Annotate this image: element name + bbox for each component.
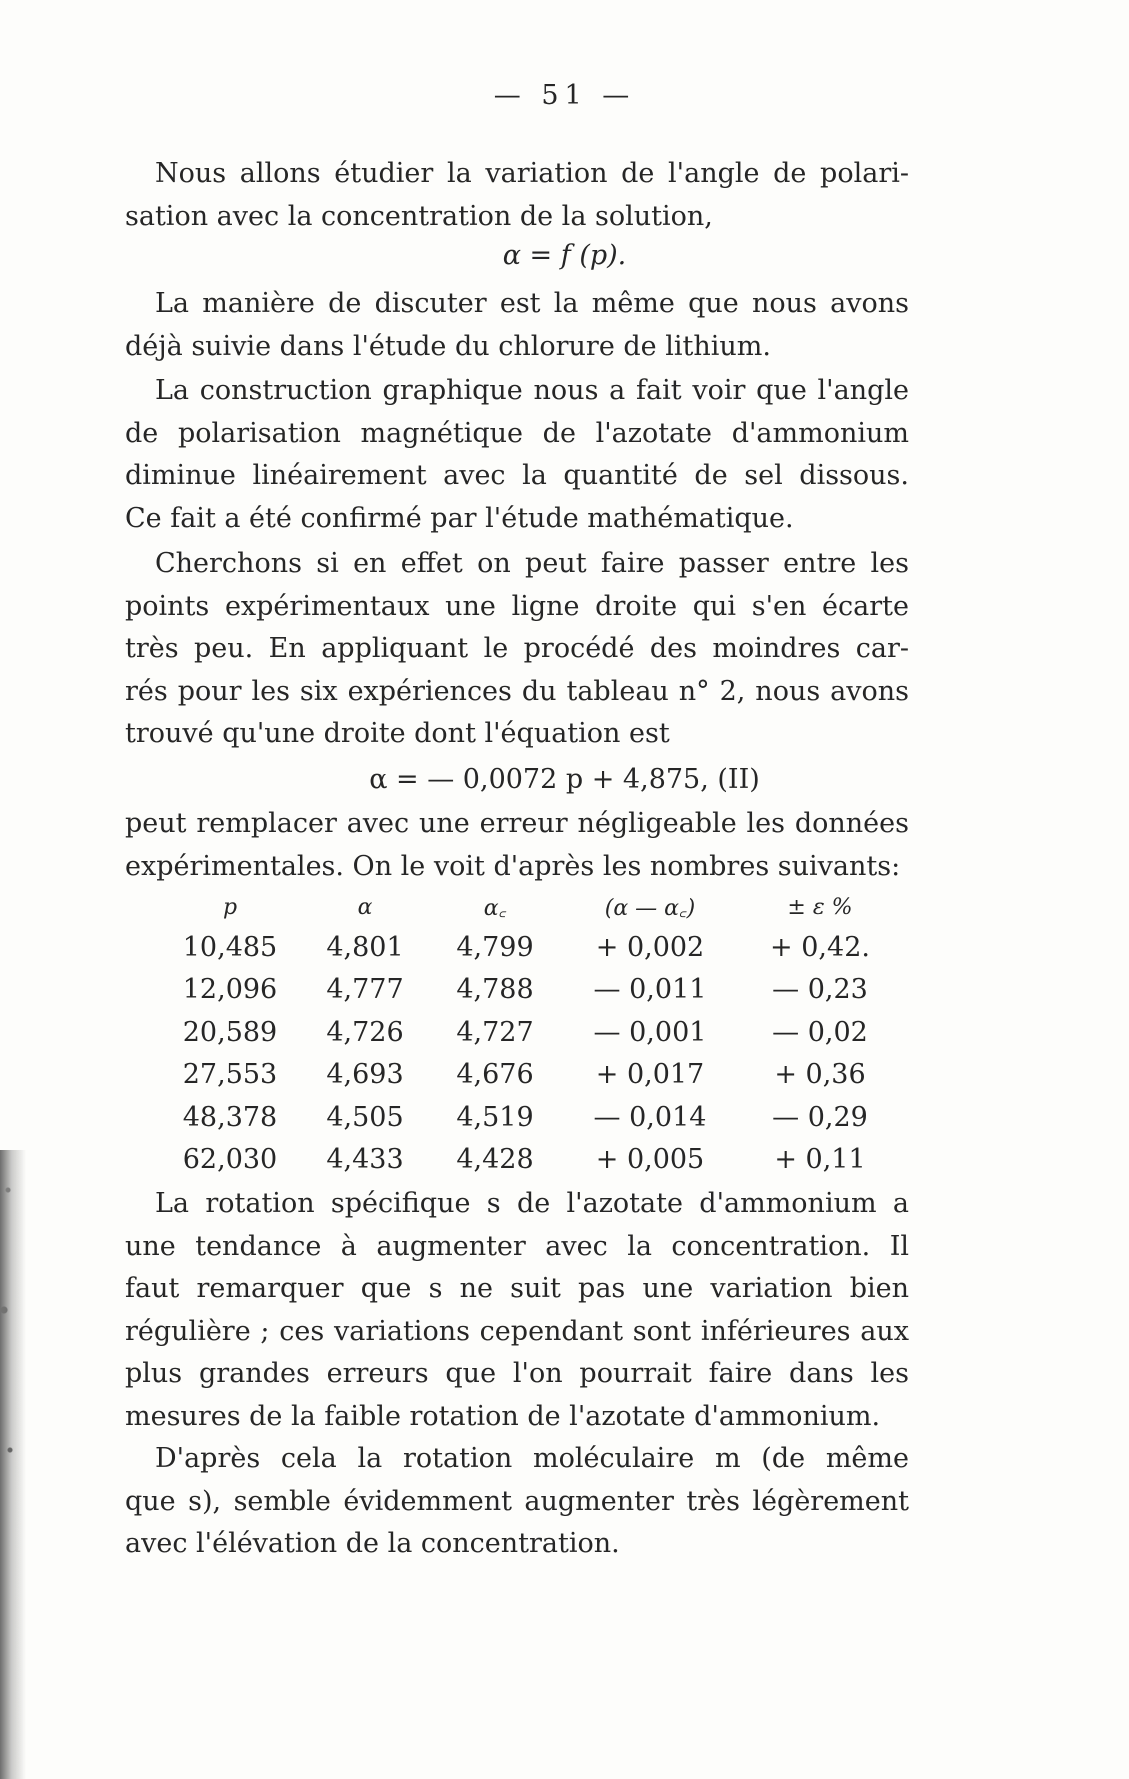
- text-line: que s), semble évidemment augmenter très légèrement: [125, 1485, 909, 1517]
- text-line: Cherchons si en effet on peut faire passer entre les: [155, 548, 909, 579]
- table-row: [160, 969, 900, 1012]
- table-row: [160, 1011, 900, 1054]
- table-row: [160, 1139, 900, 1182]
- text-line: très peu. En appliquant le procédé des moindres car-: [125, 633, 909, 664]
- text-line: La rotation spécifique s de l'azotate d'ammonium a: [155, 1188, 909, 1219]
- text-line: La construction graphique nous a fait voir que l'angle: [155, 375, 909, 406]
- page-number: — 51 —: [493, 80, 636, 111]
- text-line: peut remplacer avec une erreur négligeable les données: [125, 808, 909, 839]
- cell-error: — 0,02: [772, 1016, 868, 1048]
- text-line: diminue linéairement avec la quantité de sel dissous.: [125, 460, 909, 491]
- paragraph-method: [125, 283, 909, 368]
- text-line: mesures de la faible rotation de l'azotate d'ammonium.: [125, 1400, 881, 1432]
- text-line: expérimentales. On le voit d'après les nombres suivants:: [125, 850, 901, 882]
- text-line: points expérimentaux une ligne droite qui s'en écarte: [125, 590, 909, 622]
- paragraph-specific-rotation: [125, 1183, 909, 1438]
- header-error-percent: ± ε %: [787, 894, 853, 920]
- cell-alpha: 4,505: [326, 1101, 404, 1133]
- text-line: plus grandes erreurs que l'on pourrait faire dans les: [125, 1358, 909, 1389]
- cell-error: — 0,23: [772, 974, 868, 1006]
- equation-ii: α = — 0,0072 p + 4,875, (II): [369, 764, 760, 795]
- equation-alpha-f-p: α = f (p).: [502, 240, 627, 271]
- paragraph-replace: [125, 803, 909, 888]
- cell-p: 62,030: [182, 1144, 278, 1176]
- cell-p: 20,589: [182, 1016, 278, 1048]
- text-line: avec l'élévation de la concentration.: [125, 1528, 620, 1559]
- text-line: régulière ; ces variations cependant sont inférieures aux: [125, 1315, 909, 1347]
- paragraph-least-squares: [125, 543, 909, 756]
- header-alpha: α: [357, 894, 373, 920]
- text-line: sation avec la concentration de la solution,: [125, 200, 713, 232]
- cell-alpha-c: 4,519: [456, 1101, 534, 1133]
- table-header: [160, 888, 900, 926]
- cell-difference: + 0,017: [595, 1059, 705, 1091]
- header-alpha-c: α꜀: [483, 896, 507, 921]
- paragraph-graphic-construction: [125, 370, 909, 540]
- cell-p: 10,485: [182, 931, 278, 963]
- text-line: Ce fait a été confirmé par l'étude mathématique.: [125, 502, 794, 534]
- cell-difference: — 0,001: [593, 1016, 707, 1048]
- cell-alpha: 4,801: [326, 931, 404, 963]
- text-line: déjà suivie dans l'étude du chlorure de lithium.: [125, 330, 771, 362]
- scan-edge-shadow: [0, 1150, 26, 1779]
- cell-difference: — 0,014: [593, 1101, 707, 1133]
- cell-alpha-c: 4,799: [456, 931, 534, 963]
- cell-error: + 0,36: [774, 1059, 866, 1091]
- cell-p: 27,553: [182, 1059, 278, 1091]
- cell-alpha: 4,693: [326, 1059, 404, 1091]
- text-line: faut remarquer que s ne suit pas une variation bien: [125, 1273, 909, 1304]
- text-line: Nous allons étudier la variation de l'angle de polari-: [155, 158, 909, 189]
- cell-error: + 0,11: [774, 1144, 866, 1176]
- cell-alpha-c: 4,788: [456, 974, 534, 1006]
- header-difference: (α — α꜀): [604, 896, 696, 921]
- cell-alpha: 4,726: [326, 1016, 404, 1048]
- paragraph-intro: [125, 153, 909, 238]
- text-line: trouvé qu'une droite dont l'équation est: [125, 718, 670, 749]
- text-line: D'après cela la rotation moléculaire m (de même: [155, 1443, 909, 1474]
- text-line: rés pour les six expériences du tableau n° 2, nous avons: [125, 675, 909, 707]
- paragraph-conclusion: [125, 1438, 909, 1566]
- cell-alpha-c: 4,676: [456, 1059, 534, 1091]
- text-line: de polarisation magnétique de l'azotate d'ammonium: [125, 417, 909, 449]
- cell-difference: — 0,011: [593, 974, 707, 1006]
- cell-p: 48,378: [182, 1101, 278, 1133]
- cell-difference: + 0,002: [595, 931, 705, 963]
- cell-p: 12,096: [182, 974, 278, 1006]
- text-line: une tendance à augmenter avec la concentration. Il: [125, 1230, 909, 1262]
- cell-error: — 0,29: [772, 1101, 868, 1133]
- table-row: [160, 1054, 900, 1097]
- cell-error: + 0,42.: [770, 931, 870, 963]
- text-line: La manière de discuter est la même que nous avons: [155, 288, 909, 319]
- cell-alpha-c: 4,727: [456, 1016, 534, 1048]
- cell-alpha: 4,777: [326, 974, 404, 1006]
- cell-alpha: 4,433: [326, 1144, 404, 1176]
- cell-difference: + 0,005: [595, 1144, 705, 1176]
- cell-alpha-c: 4,428: [456, 1144, 534, 1176]
- header-p: p: [222, 894, 238, 920]
- table-row: [160, 1096, 900, 1139]
- data-table: [160, 888, 900, 1181]
- table-row: [160, 926, 900, 969]
